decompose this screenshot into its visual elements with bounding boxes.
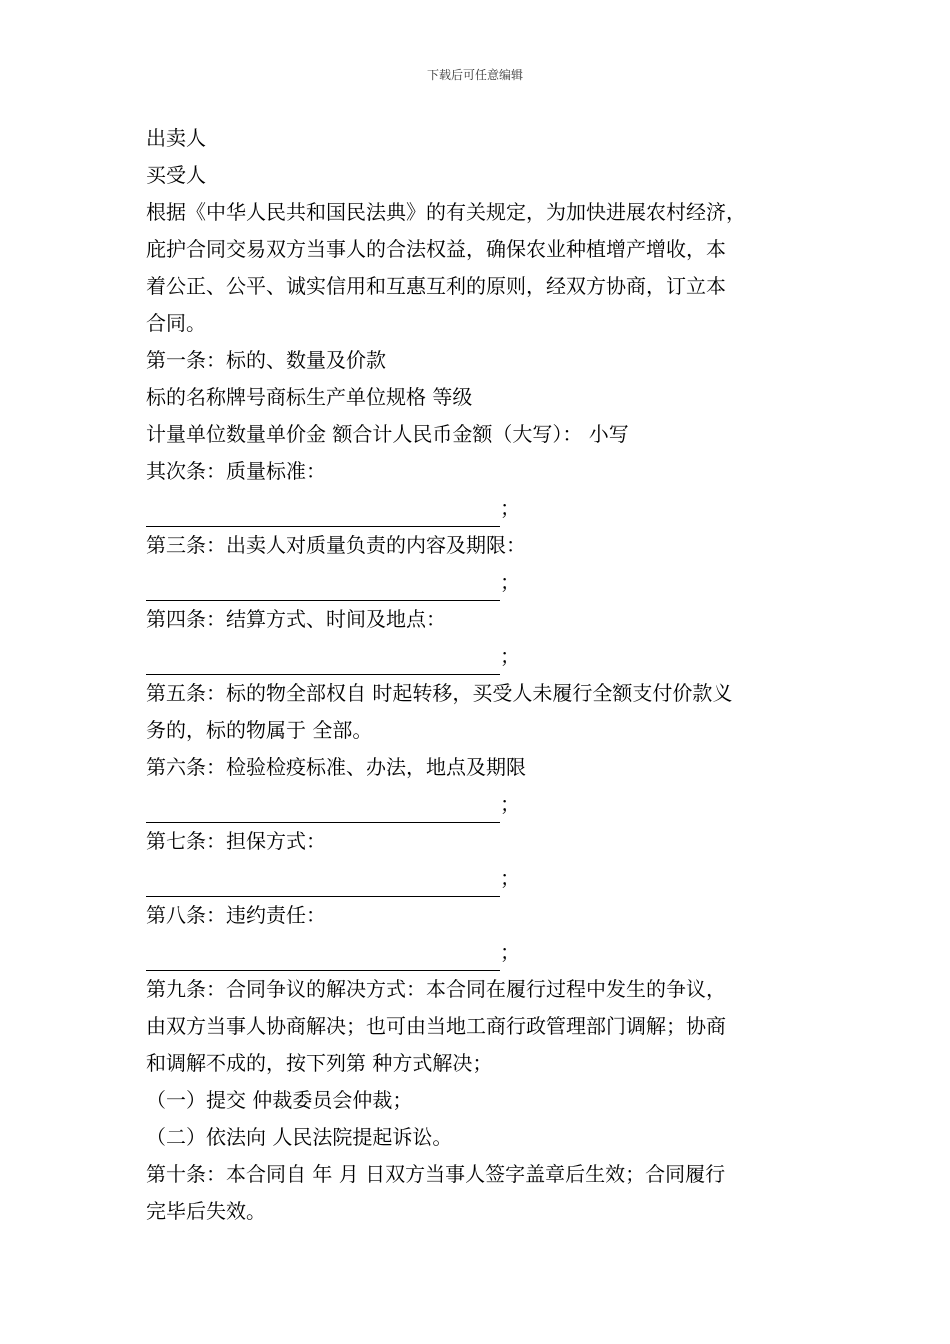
article-3-title: 第三条：出卖人对质量负责的内容及期限： — [146, 533, 526, 557]
article-5-line-2: 务的，标的物属于 全部。 — [146, 718, 373, 742]
article-1-fields-2: 计量单位数量单价金 额合计人民币金额（大写）： 小写 — [146, 422, 629, 446]
article-7-title: 第七条：担保方式： — [146, 829, 326, 853]
article-2-blank — [146, 490, 816, 527]
article-6-title: 第六条：检验检疫标准、办法，地点及期限 — [146, 755, 526, 779]
article-6-blank — [146, 786, 816, 823]
buyer-line: 买受人 — [146, 163, 206, 187]
fill-in-blank[interactable] — [146, 648, 500, 675]
page-header: 下载后可任意编辑 — [426, 68, 523, 82]
article-5-line-1: 第五条：标的物全部权自 时起转移，买受人未履行全额支付价款义 — [146, 681, 733, 705]
preamble-line-2: 庇护合同交易双方当事人的合法权益，确保农业种植增产增收，本 — [146, 237, 726, 261]
article-3-blank — [146, 564, 816, 601]
article-1-title: 第一条：标的、数量及价款 — [146, 348, 386, 372]
article-9-line-2: 由双方当事人协商解决；也可由当地工商行政管理部门调解；协商 — [146, 1014, 726, 1038]
seller-line: 出卖人 — [146, 126, 206, 150]
contract-body — [146, 120, 816, 1230]
article-2-title: 其次条：质量标准： — [146, 459, 326, 483]
article-8-title: 第八条：违约责任： — [146, 903, 326, 927]
preamble-line-3: 着公正、公平、诚实信用和互惠互利的原则，经双方协商，订立本 — [146, 274, 726, 298]
blank-semicolon: ； — [500, 792, 520, 816]
article-1-fields-1: 标的名称牌号商标生产单位规格 等级 — [146, 385, 473, 409]
article-9-line-1: 第九条：合同争议的解决方式：本合同在履行过程中发生的争议， — [146, 977, 726, 1001]
article-9-option-2: （二）依法向 人民法院提起诉讼。 — [146, 1125, 453, 1149]
fill-in-blank[interactable] — [146, 870, 500, 897]
blank-semicolon: ； — [500, 570, 520, 594]
blank-semicolon: ； — [500, 496, 520, 520]
fill-in-blank[interactable] — [146, 796, 500, 823]
fill-in-blank[interactable] — [146, 574, 500, 601]
article-10-line-1: 第十条：本合同自 年 月 日双方当事人签字盖章后生效；合同履行 — [146, 1162, 726, 1186]
fill-in-blank[interactable] — [146, 500, 500, 527]
article-10-line-2: 完毕后失效。 — [146, 1199, 266, 1223]
article-7-blank — [146, 860, 816, 897]
fill-in-blank[interactable] — [146, 944, 500, 971]
blank-semicolon: ； — [500, 866, 520, 890]
blank-semicolon: ； — [500, 940, 520, 964]
article-9-line-3: 和调解不成的，按下列第 种方式解决； — [146, 1051, 493, 1075]
preamble-line-4: 合同。 — [146, 311, 206, 335]
blank-semicolon: ； — [500, 644, 520, 668]
preamble-line-1: 根据《中华人民共和国民法典》的有关规定，为加快进展农村经济， — [146, 200, 746, 224]
article-4-blank — [146, 638, 816, 675]
article-8-blank — [146, 934, 816, 971]
article-9-option-1: （一）提交 仲裁委员会仲裁； — [146, 1088, 413, 1112]
article-4-title: 第四条：结算方式、时间及地点： — [146, 607, 446, 631]
